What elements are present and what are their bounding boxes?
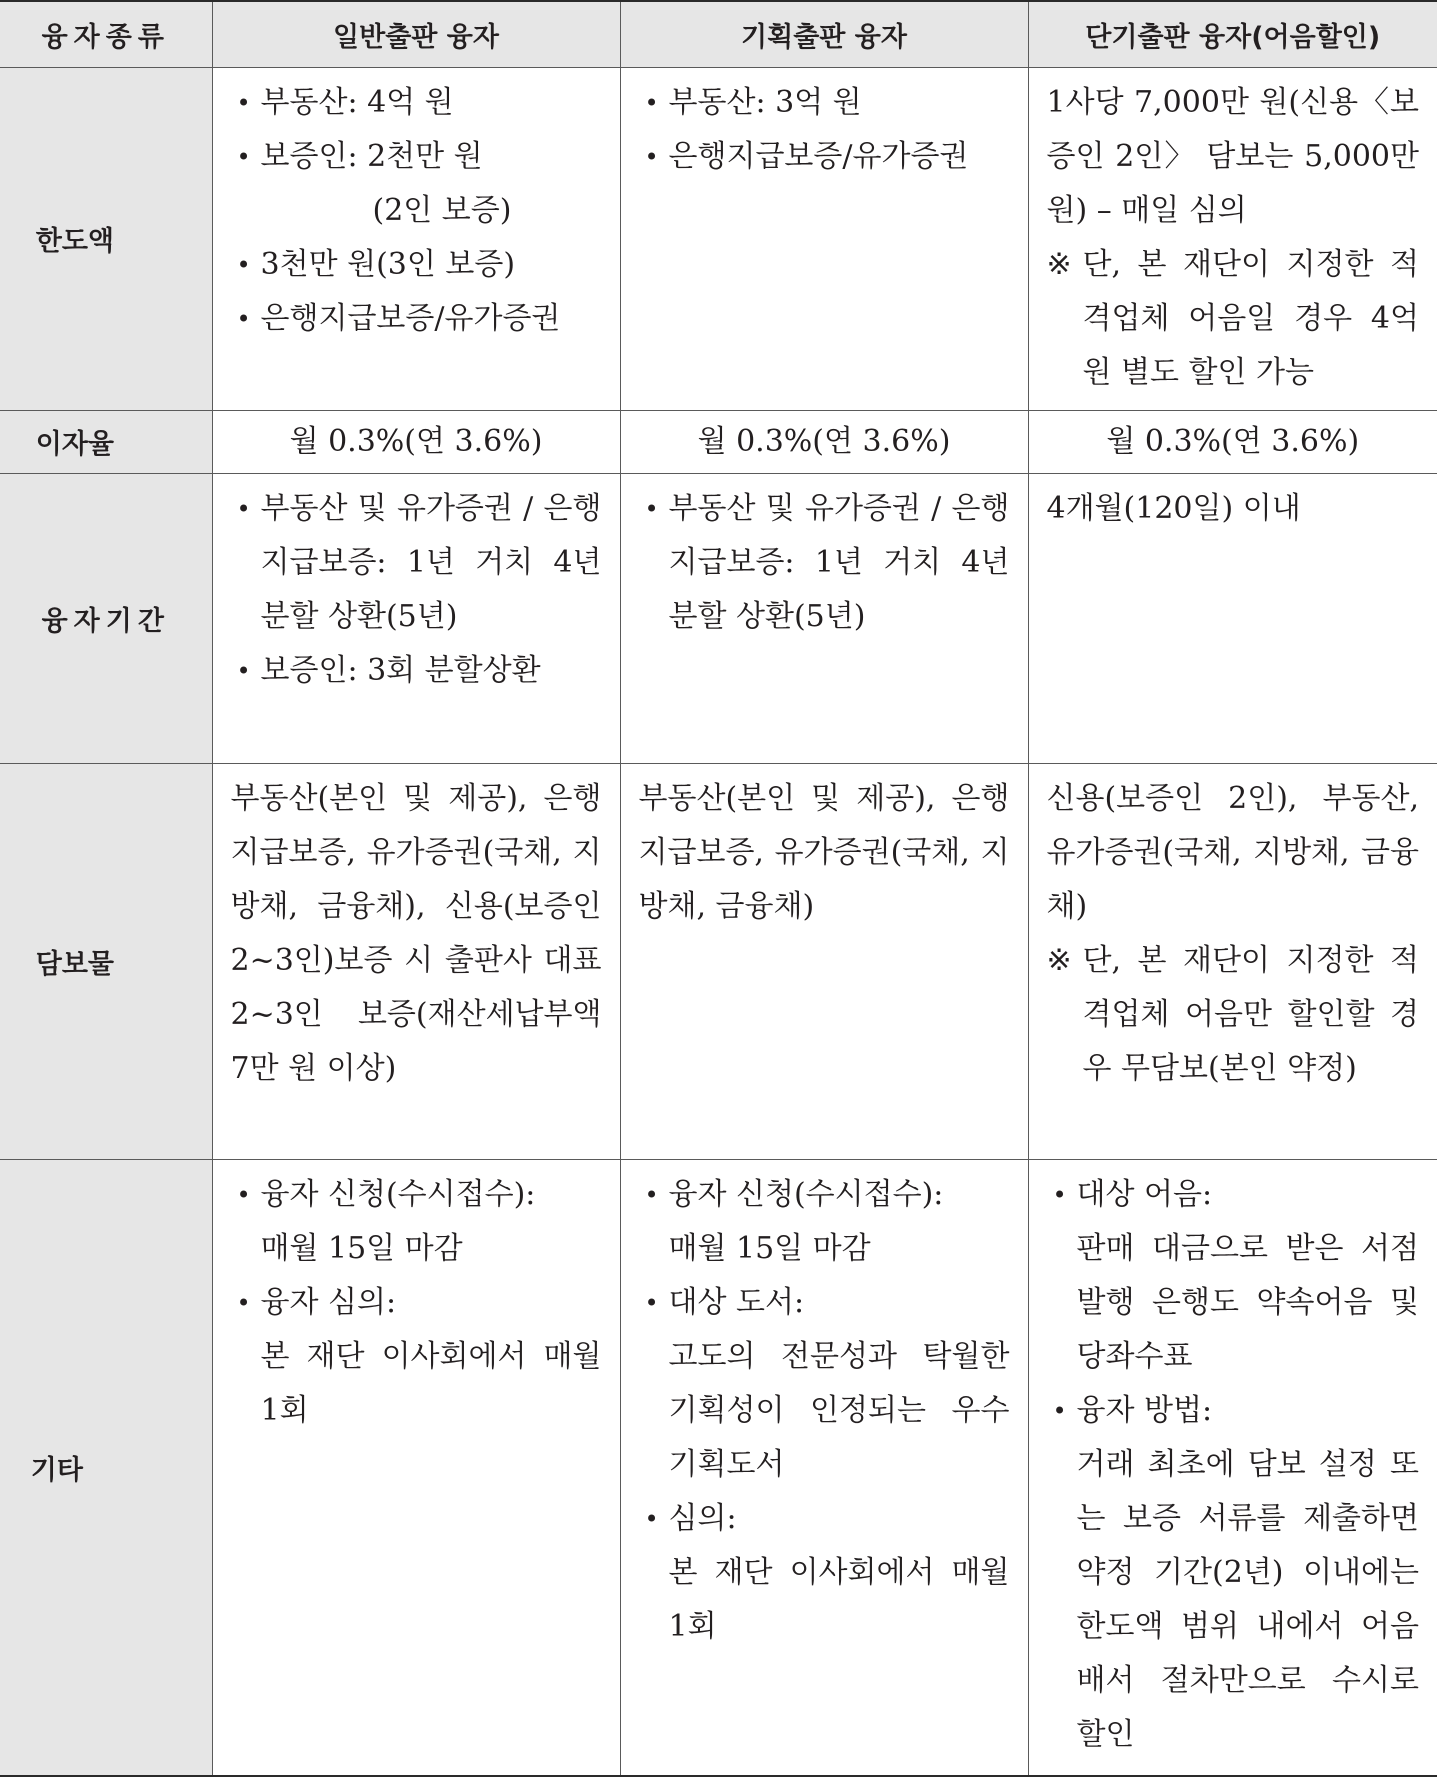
note-mark: ※ xyxy=(1046,246,1072,282)
row-label-period: 융자기간 xyxy=(0,473,212,763)
interest-general: 월 0.3%(연 3.6%) xyxy=(212,410,620,473)
list-item: • 3천만 원(3인 보증) xyxy=(231,238,602,292)
other-general xyxy=(212,1159,620,1776)
limit-short-term xyxy=(1028,67,1437,410)
limit-short-term-text: 1사당 7,000만 원(신용〈보증인 2인〉 담보는 5,000만 원) – 매일 심의 xyxy=(1046,84,1419,228)
header-short-term-publishing: 단기출판 융자(어음할인) xyxy=(1028,1,1437,67)
header-general-publishing: 일반출판 융자 xyxy=(212,1,620,67)
collateral-short-term xyxy=(1028,763,1437,1159)
list-item: • 부동산 및 유가증권 / 은행지급보증: 1년 거치 4년 분할 상환(5년) xyxy=(231,482,602,644)
list-item: • 융자 방법: 거래 최초에 담보 설정 또는 보증 서류를 제출하면 약정 기간(2년) 이내에는 한도액 범위 내에서 어음 배서 절차만으로 수시로 할인 xyxy=(1047,1384,1420,1762)
note xyxy=(1047,238,1420,400)
other-planned xyxy=(620,1159,1028,1776)
header-planned-publishing: 기획출판 융자 xyxy=(620,1,1028,67)
interest-planned: 월 0.3%(연 3.6%) xyxy=(620,410,1028,473)
row-collateral xyxy=(0,763,1437,1159)
row-period xyxy=(0,473,1437,763)
header-loan-type: 융자종류 xyxy=(0,1,212,67)
list-item: • 융자 신청(수시접수): 매월 15일 마감 xyxy=(639,1168,1010,1276)
list-item: • 부동산 및 유가증권 / 은행지급보증: 1년 거치 4년 분할 상환(5년) xyxy=(639,482,1010,644)
collateral-general: 부동산(본인 및 제공), 은행지급보증, 유가증권(국채, 지방채, 금융채), 신용(보증인 2~3인)보증 시 출판사 대표 2~3인 보증(재산세납부액 7만 원 이상) xyxy=(212,763,620,1159)
limit-general xyxy=(212,67,620,410)
row-label-collateral: 담보물 xyxy=(0,763,212,1159)
list-item: • 보증인: 3회 분할상환 xyxy=(231,644,602,698)
list-item: • 은행지급보증/유가증권 xyxy=(639,130,1010,184)
row-label-other: 기타 xyxy=(0,1159,212,1776)
list-item: • 부동산: 3억 원 xyxy=(639,76,1010,130)
list-item: • 대상 어음: 판매 대금으로 받은 서점 발행 은행도 약속어음 및 당좌수표 xyxy=(1047,1168,1420,1384)
period-general xyxy=(212,473,620,763)
list-item: • 융자 신청(수시접수): 매월 15일 마감 xyxy=(231,1168,602,1276)
row-interest xyxy=(0,410,1437,473)
note-text: 단, 본 재단이 지정한 적격업체 어음만 할인할 경우 무담보(본인 약정) xyxy=(1082,942,1419,1086)
note xyxy=(1047,934,1420,1096)
sub-line: (2인 보증) xyxy=(372,192,512,228)
row-label-interest: 이자율 xyxy=(0,410,212,473)
note-text: 단, 본 재단이 지정한 적격업체 어음일 경우 4억 원 별도 할인 가능 xyxy=(1082,246,1419,390)
list-item: • 융자 심의: 본 재단 이사회에서 매월 1회 xyxy=(231,1276,602,1438)
period-planned xyxy=(620,473,1028,763)
list-item: • 대상 도서: 고도의 전문성과 탁월한 기획성이 인정되는 우수 기획도서 xyxy=(639,1276,1010,1492)
header-row xyxy=(0,1,1437,67)
row-limit xyxy=(0,67,1437,410)
list-item: • 은행지급보증/유가증권 xyxy=(231,292,602,346)
row-other xyxy=(0,1159,1437,1776)
collateral-short-term-text: 신용(보증인 2인), 부동산, 유가증권(국채, 지방채, 금융채) xyxy=(1046,780,1419,924)
limit-planned xyxy=(620,67,1028,410)
list-item: • 심의: 본 재단 이사회에서 매월 1회 xyxy=(639,1492,1010,1654)
collateral-planned: 부동산(본인 및 제공), 은행 지급보증, 유가증권(국채, 지방채, 금융채) xyxy=(620,763,1028,1159)
list-item: • 보증인: 2천만 원 (2인 보증) xyxy=(231,130,602,238)
row-label-limit: 한도액 xyxy=(0,67,212,410)
period-short-term: 4개월(120일) 이내 xyxy=(1028,473,1437,763)
interest-short-term: 월 0.3%(연 3.6%) xyxy=(1028,410,1437,473)
other-short-term xyxy=(1028,1159,1437,1776)
note-mark: ※ xyxy=(1046,942,1072,978)
list-item: • 부동산: 4억 원 xyxy=(231,76,602,130)
